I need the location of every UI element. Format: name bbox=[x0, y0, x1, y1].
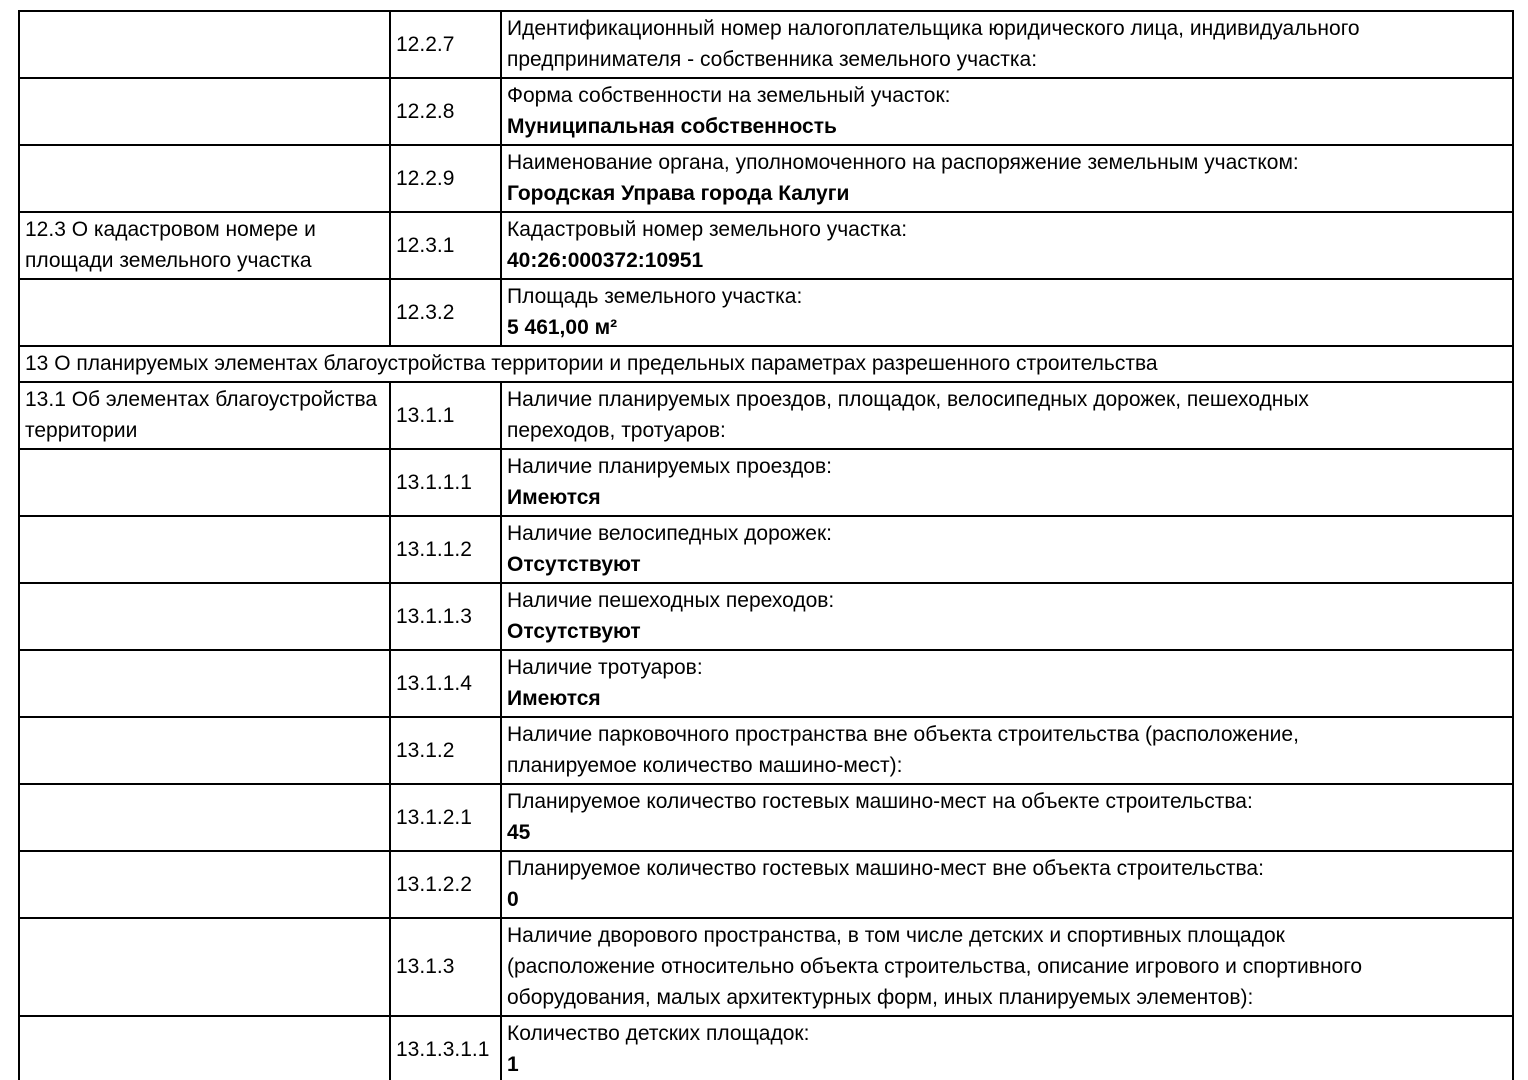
table-row bbox=[19, 382, 1513, 449]
item-value: 5 461,00 м² bbox=[507, 316, 618, 339]
table-row bbox=[19, 279, 1513, 346]
table-row bbox=[19, 918, 1513, 1016]
table-row bbox=[19, 851, 1513, 918]
item-label: Идентификационный номер налогоплательщика юридического лица, индивидуального предпринимателя - собственника земельного участка: bbox=[507, 17, 1360, 71]
table-row bbox=[19, 784, 1513, 851]
item-content-cell bbox=[501, 650, 1513, 717]
item-number-cell: 13.1.3 bbox=[390, 918, 501, 1016]
section-label-cell bbox=[19, 717, 390, 784]
item-content-cell bbox=[501, 784, 1513, 851]
item-number-cell: 12.2.8 bbox=[390, 78, 501, 145]
item-number-cell: 12.2.9 bbox=[390, 145, 501, 212]
item-content-cell bbox=[501, 382, 1513, 449]
item-label: Наличие дворового пространства, в том числе детских и спортивных площадок (расположение относительно объекта строительства, описание игрового и спортивного оборудования, малых архитектурных форм, иных планируемых элементов): bbox=[507, 924, 1363, 1009]
item-label: Площадь земельного участка: bbox=[507, 285, 803, 308]
declaration-table bbox=[18, 10, 1514, 1080]
item-content-cell bbox=[501, 583, 1513, 650]
table-row bbox=[19, 583, 1513, 650]
table-row bbox=[19, 11, 1513, 78]
item-number-cell: 13.1.3.1.1 bbox=[390, 1016, 501, 1080]
table-row bbox=[19, 145, 1513, 212]
section-label-cell bbox=[19, 11, 390, 78]
item-content-cell bbox=[501, 449, 1513, 516]
item-number-cell: 13.1.2.1 bbox=[390, 784, 501, 851]
item-value: Отсутствуют bbox=[507, 620, 641, 643]
table-row bbox=[19, 346, 1513, 382]
item-label: Планируемое количество гостевых машино-мест на объекте строительства: bbox=[507, 790, 1253, 813]
section-label-cell bbox=[19, 1016, 390, 1080]
item-label: Наличие тротуаров: bbox=[507, 656, 703, 679]
section-label-cell bbox=[19, 583, 390, 650]
item-label: Наличие планируемых проездов, площадок, велосипедных дорожек, пешеходных переходов, тротуаров: bbox=[507, 388, 1309, 442]
item-content-cell bbox=[501, 212, 1513, 279]
section-label-cell: 12.3 О кадастровом номере и площади земельного участка bbox=[19, 212, 390, 279]
item-number-cell: 13.1.1.4 bbox=[390, 650, 501, 717]
section-label-cell bbox=[19, 78, 390, 145]
table-row bbox=[19, 1016, 1513, 1080]
table-row bbox=[19, 78, 1513, 145]
item-label: Наличие планируемых проездов: bbox=[507, 455, 832, 478]
item-value: Имеются bbox=[507, 486, 601, 509]
item-value: Городская Управа города Калуги bbox=[507, 182, 850, 205]
item-content-cell bbox=[501, 851, 1513, 918]
item-value: 40:26:000372:10951 bbox=[507, 249, 704, 272]
table-row bbox=[19, 717, 1513, 784]
table-row bbox=[19, 516, 1513, 583]
item-content-cell bbox=[501, 279, 1513, 346]
item-number-cell: 13.1.1.1 bbox=[390, 449, 501, 516]
item-label: Наличие пешеходных переходов: bbox=[507, 589, 835, 612]
item-content-cell bbox=[501, 717, 1513, 784]
item-number-cell: 12.2.7 bbox=[390, 11, 501, 78]
item-label: Наличие парковочного пространства вне объекта строительства (расположение, планируемое количество машино-мест): bbox=[507, 723, 1299, 777]
item-number-cell: 13.1.2 bbox=[390, 717, 501, 784]
section-label-cell bbox=[19, 784, 390, 851]
section-label-cell bbox=[19, 145, 390, 212]
section-label-cell bbox=[19, 516, 390, 583]
item-content-cell bbox=[501, 516, 1513, 583]
item-value: 45 bbox=[507, 821, 531, 844]
item-content-cell bbox=[501, 78, 1513, 145]
item-label: Количество детских площадок: bbox=[507, 1022, 810, 1045]
item-label: Наличие велосипедных дорожек: bbox=[507, 522, 832, 545]
item-content-cell bbox=[501, 145, 1513, 212]
section-header: 13 О планируемых элементах благоустройства территории и предельных параметрах разрешенного строительства bbox=[19, 346, 1513, 382]
item-content-cell bbox=[501, 918, 1513, 1016]
item-number-cell: 13.1.1.3 bbox=[390, 583, 501, 650]
section-label-cell bbox=[19, 851, 390, 918]
table-row bbox=[19, 212, 1513, 279]
item-content-cell bbox=[501, 11, 1513, 78]
item-number-cell: 12.3.1 bbox=[390, 212, 501, 279]
item-label: Кадастровый номер земельного участка: bbox=[507, 218, 908, 241]
section-label-cell bbox=[19, 279, 390, 346]
table-row bbox=[19, 449, 1513, 516]
section-label-cell bbox=[19, 918, 390, 1016]
section-label-cell bbox=[19, 449, 390, 516]
item-number-cell: 12.3.2 bbox=[390, 279, 501, 346]
item-number-cell: 13.1.1.2 bbox=[390, 516, 501, 583]
item-value: 0 bbox=[507, 888, 519, 911]
item-value: Муниципальная собственность bbox=[507, 115, 837, 138]
item-value: Имеются bbox=[507, 687, 601, 710]
item-number-cell: 13.1.2.2 bbox=[390, 851, 501, 918]
item-content-cell bbox=[501, 1016, 1513, 1080]
item-label: Планируемое количество гостевых машино-мест вне объекта строительства: bbox=[507, 857, 1264, 880]
item-label: Форма собственности на земельный участок: bbox=[507, 84, 951, 107]
declaration-table-body bbox=[19, 11, 1513, 1080]
item-label: Наименование органа, уполномоченного на распоряжение земельным участком: bbox=[507, 151, 1299, 174]
item-value: 1 bbox=[507, 1053, 519, 1076]
section-label-cell: 13.1 Об элементах благоустройства территории bbox=[19, 382, 390, 449]
item-number-cell: 13.1.1 bbox=[390, 382, 501, 449]
table-row bbox=[19, 650, 1513, 717]
item-value: Отсутствуют bbox=[507, 553, 641, 576]
section-label-cell bbox=[19, 650, 390, 717]
